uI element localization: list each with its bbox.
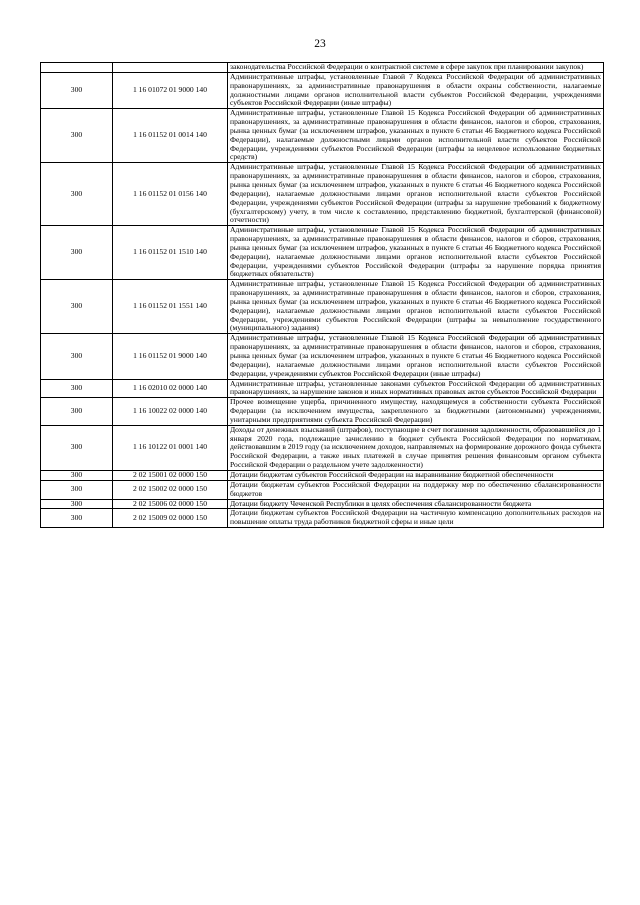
table-row: [41, 398, 604, 426]
admin-code-cell: 300: [41, 470, 113, 480]
revenue-code-cell: 2 02 15009 02 0000 150: [113, 509, 228, 528]
revenue-code-cell: [113, 63, 228, 73]
admin-code-cell: 300: [41, 499, 113, 509]
table-row: [41, 470, 604, 480]
table-row: [41, 509, 604, 528]
revenue-name-cell: Административные штрафы, установленные Главой 7 Кодекса Российской Федерации об административных правонарушениях, за административные правонарушения в области охраны собственности, налагаемые должностными лицами органов исполнительной власти субъектов Российской Федерации, учреждениями субъектов Российской Федерации (иные штрафы): [228, 72, 604, 108]
revenue-name-cell: Доходы от денежных взысканий (штрафов), поступающие в счет погашения задолженности, образовавшейся до 1 января 2020 года, подлежащие зачислению в бюджет субъекта Российской Федерации по нормативам, действовавшим в 2019 году (за исключением доходов, направляемых на формирование дорожного фонда субъекта Российской Федерации, а также иных платежей в случае принятия решения финансовым органом субъекта Российской Федерации о раздельном учете задолженности): [228, 425, 604, 470]
revenue-name-cell: Дотации бюджетам субъектов Российской Федерации на выравнивание бюджетной обеспеченности: [228, 470, 604, 480]
revenue-code-cell: 1 16 10022 02 0000 140: [113, 398, 228, 426]
admin-code-cell: 300: [41, 334, 113, 379]
page-number: 23: [314, 38, 326, 50]
table-row: [41, 280, 604, 334]
revenue-name-cell: Административные штрафы, установленные Главой 15 Кодекса Российской Федерации об административных правонарушениях, за административные правонарушения в области финансов, налогов и сборов, страхования, рынка ценных бумаг (за исключением штрафов, указанных в пункте 6 статьи 46 Бюджетного кодекса Российской Федерации), налагаемые должностными лицами органов исполнительной власти субъектов Российской Федерации, учреждениями субъектов Российской Федерации (штрафы за нецелевое использование бюджетных средств): [228, 109, 604, 163]
revenue-name-cell: Административные штрафы, установленные Главой 15 Кодекса Российской Федерации об административных правонарушениях, за административные правонарушения в области финансов, налогов и сборов, страхования, рынка ценных бумаг (за исключением штрафов, указанных в пункте 6 статьи 46 Бюджетного кодекса Российской Федерации), налагаемые должностными лицами органов исполнительной власти субъектов Российской Федерации, учреждениями субъектов Российской Федерации (штрафы за невыполнение государственного (муниципального) задания): [228, 280, 604, 334]
revenue-name-cell: Дотации бюджетам субъектов Российской Федерации на частичную компенсацию дополнительных расходов на повышение оплаты труда работников бюджетной сферы и иные цели: [228, 509, 604, 528]
admin-code-cell: 300: [41, 379, 113, 398]
table-row: [41, 480, 604, 499]
table-row: [41, 163, 604, 226]
revenue-name-cell: Административные штрафы, установленные Главой 15 Кодекса Российской Федерации об административных правонарушениях, за административные правонарушения в области финансов, налогов и сборов, страхования, рынка ценных бумаг (за исключением штрафов, указанных в пункте 6 статьи 46 Бюджетного кодекса Российской Федерации), налагаемые должностными лицами органов исполнительной власти субъектов Российской Федерации, учреждениями субъектов Российской Федерации (штрафы за нарушение требований к бюджетному (бухгалтерскому) учету, в том числе к составлению, представлению бюджетной, бухгалтерской (финансовой) отчетности): [228, 163, 604, 226]
admin-code-cell: [41, 63, 113, 73]
budget-revenue-table: [40, 62, 604, 528]
table-row: [41, 63, 604, 73]
table-row: [41, 379, 604, 398]
revenue-code-cell: 2 02 15001 02 0000 150: [113, 470, 228, 480]
admin-code-cell: 300: [41, 109, 113, 163]
revenue-code-cell: 1 16 01152 01 9000 140: [113, 334, 228, 379]
table-row: [41, 334, 604, 379]
table-row: [41, 226, 604, 280]
admin-code-cell: 300: [41, 509, 113, 528]
revenue-code-cell: 1 16 10122 01 0001 140: [113, 425, 228, 470]
admin-code-cell: 300: [41, 72, 113, 108]
revenue-code-cell: 1 16 01152 01 1551 140: [113, 280, 228, 334]
admin-code-cell: 300: [41, 226, 113, 280]
revenue-name-cell: Прочее возмещение ущерба, причиненного имуществу, находящемуся в собственности субъекта Российской Федерации (за исключением имущества, закрепленного за бюджетными (автономными) учреждениями, унитарными предприятиями субъекта Российской Федерации): [228, 398, 604, 426]
admin-code-cell: 300: [41, 280, 113, 334]
revenue-name-cell: Дотации бюджету Чеченской Республики в целях обеспечения сбалансированности бюджета: [228, 499, 604, 509]
table-row: [41, 425, 604, 470]
table-row: [41, 72, 604, 108]
admin-code-cell: 300: [41, 163, 113, 226]
revenue-code-cell: 1 16 01152 01 0156 140: [113, 163, 228, 226]
table-row: [41, 109, 604, 163]
admin-code-cell: 300: [41, 480, 113, 499]
admin-code-cell: 300: [41, 398, 113, 426]
revenue-code-cell: 2 02 15002 02 0000 150: [113, 480, 228, 499]
revenue-code-cell: 1 16 01152 01 0014 140: [113, 109, 228, 163]
revenue-code-cell: 1 16 01152 01 1510 140: [113, 226, 228, 280]
revenue-code-cell: 2 02 15006 02 0000 150: [113, 499, 228, 509]
revenue-code-cell: 1 16 02010 02 0000 140: [113, 379, 228, 398]
revenue-code-cell: 1 16 01072 01 9000 140: [113, 72, 228, 108]
revenue-name-cell: Административные штрафы, установленные законами субъектов Российской Федерации об административных правонарушениях, за нарушение законов и иных нормативных правовых актов субъектов Российской Федерации: [228, 379, 604, 398]
admin-code-cell: 300: [41, 425, 113, 470]
revenue-name-cell: Административные штрафы, установленные Главой 15 Кодекса Российской Федерации об административных правонарушениях, за административные правонарушения в области финансов, налогов и сборов, страхования, рынка ценных бумаг (за исключением штрафов, указанных в пункте 6 статьи 46 Бюджетного кодекса Российской Федерации), налагаемые должностными лицами органов исполнительной власти субъектов Российской Федерации, учреждениями субъектов Российской Федерации (штрафы за нарушение порядка принятия бюджетных обязательств): [228, 226, 604, 280]
revenue-name-cell: законодательства Российской Федерации о контрактной системе в сфере закупок при планировании закупок): [228, 63, 604, 73]
revenue-name-cell: Административные штрафы, установленные Главой 15 Кодекса Российской Федерации об административных правонарушениях, за административные правонарушения в области финансов, налогов и сборов, страхования, рынка ценных бумаг (за исключением штрафов, указанных в пункте 6 статьи 46 Бюджетного кодекса Российской Федерации), налагаемые должностными лицами органов исполнительной власти субъектов Российской Федерации, учреждениями субъектов Российской Федерации (иные штрафы): [228, 334, 604, 379]
revenue-name-cell: Дотации бюджетам субъектов Российской Федерации на поддержку мер по обеспечению сбалансированности бюджетов: [228, 480, 604, 499]
